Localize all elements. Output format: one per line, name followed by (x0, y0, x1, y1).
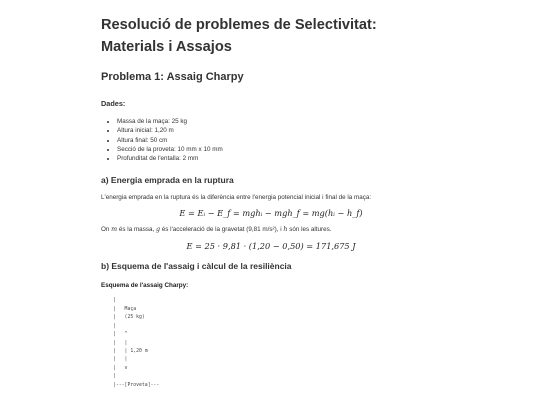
document-body (101, 14, 441, 390)
dades-heading: Dades: (101, 99, 126, 108)
page-title: Resolució de problemes de Selectivitat: Materials i Assajos (101, 17, 377, 55)
energy-result-equation: E = 25 · 9,81 · (1,20 − 0,50) = 171,675 J (186, 241, 356, 252)
dades-list (101, 117, 441, 163)
note-prefix: On (101, 226, 110, 234)
section-a-intro: L'energia emprada en la ruptura és la diferència entre l'energia potencial inicial i final de la maça: (101, 194, 372, 202)
section-a-heading: a) Energia emprada en la ruptura (101, 175, 234, 186)
charpy-scheme: | | Maça | (25 kg) | | ^ | | | | 1,20 m | | | v | |---[Proveta]--- (113, 298, 160, 388)
note-mid2: és l'acceleració de la gravetat (9,81 m/s²), i (161, 226, 282, 234)
list-item: • Profunditat de l'entalla: 2 mm (117, 154, 441, 163)
symbol-h: h (283, 226, 288, 234)
note-mid1: és la massa, (118, 226, 155, 234)
list-item: • Altura inicial: 1,20 m (117, 126, 441, 135)
energy-equation: E = Eᵢ − E_f = mghᵢ − mgh_f = mg(hᵢ − h_f) (179, 208, 363, 219)
symbol-g: g (156, 226, 161, 234)
scheme-heading: Esquema de l'assaig Charpy: (101, 282, 189, 290)
symbol-m: m (111, 226, 118, 234)
section-b-heading: b) Esquema de l'assaig i càlcul de la resiliència (101, 261, 292, 272)
list-item: • Secció de la proveta: 10 mm x 10 mm (117, 145, 441, 154)
problem-title: Problema 1: Assaig Charpy (101, 71, 244, 83)
list-item: • Altura final: 50 cm (117, 136, 441, 145)
variables-note (101, 225, 441, 234)
list-item: • Massa de la maça: 25 kg (117, 117, 441, 126)
note-end: són les altures. (289, 226, 332, 234)
